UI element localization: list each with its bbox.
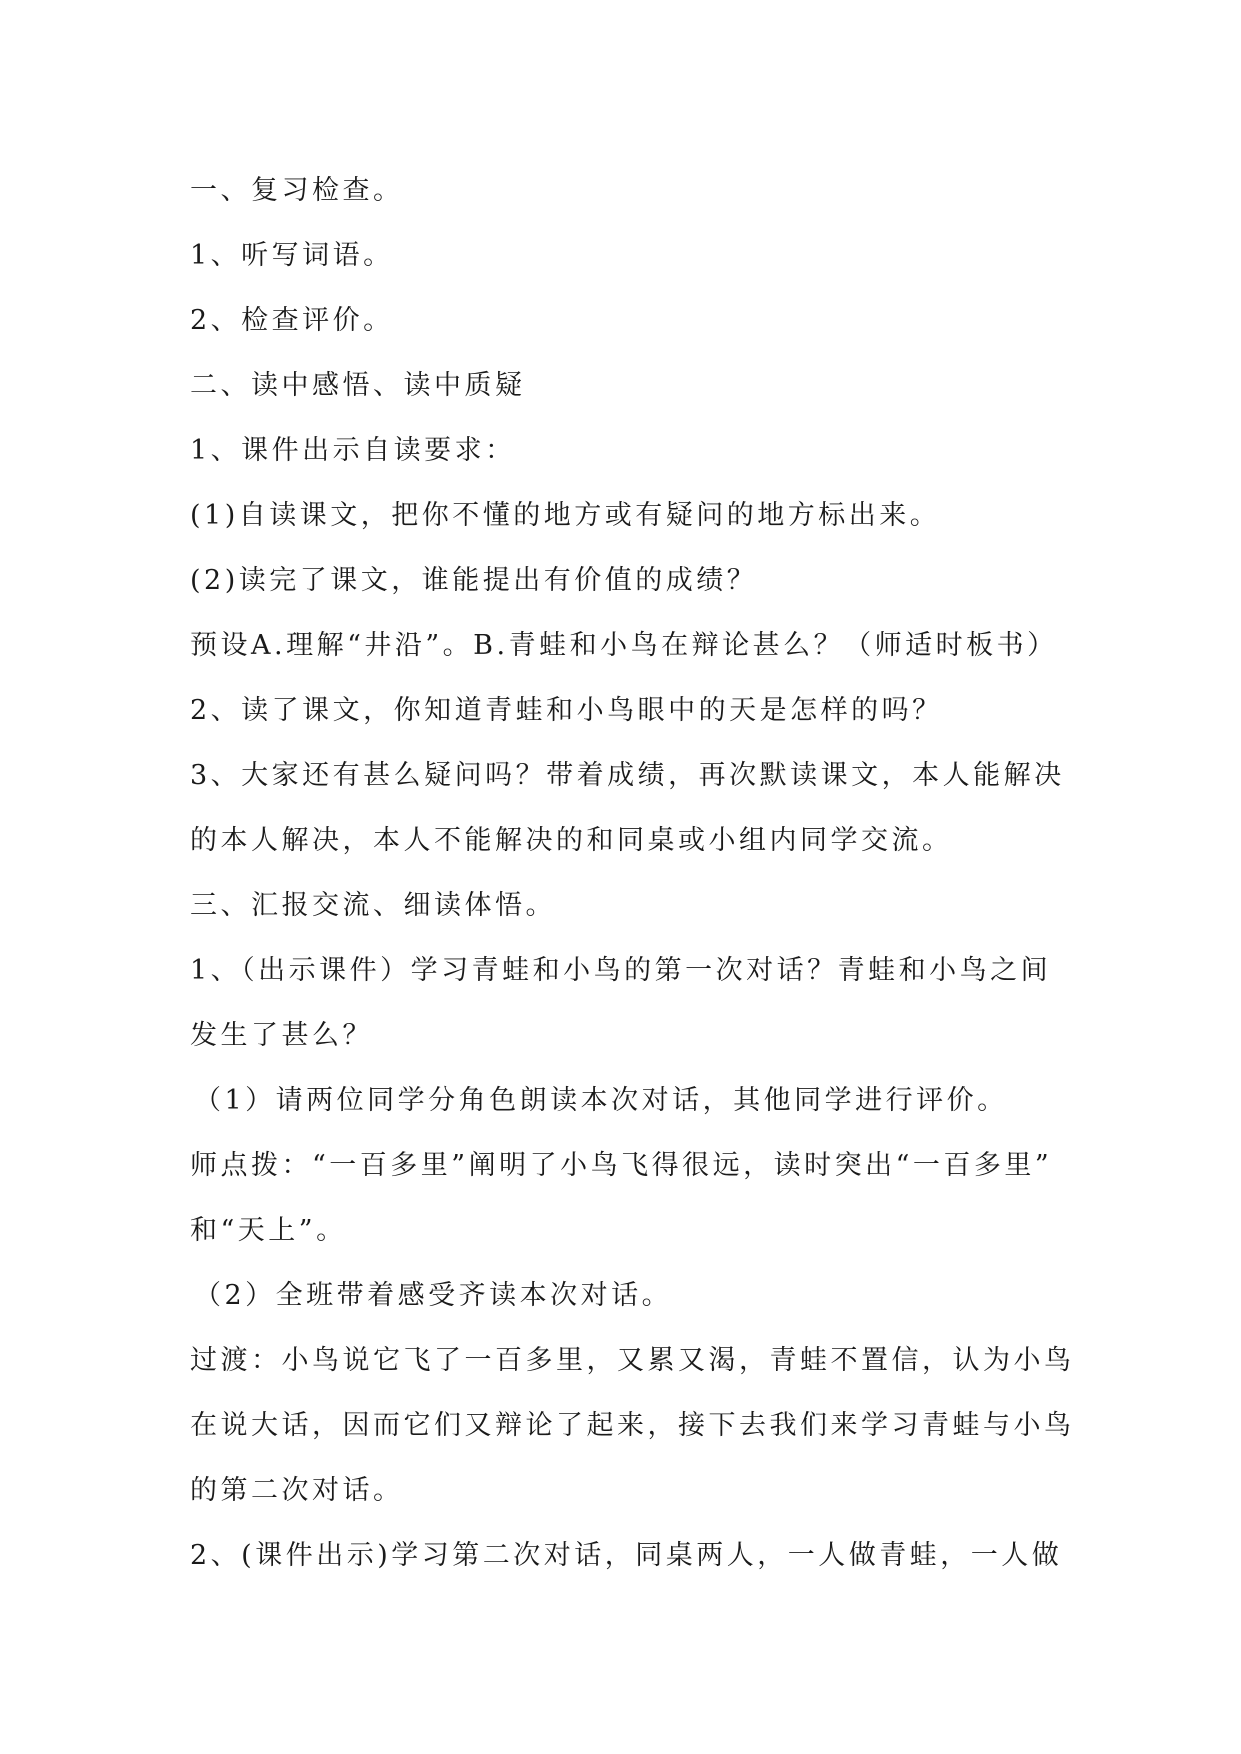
list-item: 2、(课件出示)学习第二次对话，同桌两人，一人做青蛙，一人做 — [190, 1540, 1063, 1571]
paragraph-line: 在说大话，因而它们又辩论了起来，接下去我们来学习青蛙与小鸟 — [190, 1410, 1075, 1441]
list-item: 2、检查评价。 — [190, 305, 394, 336]
paragraph-line: 的本人解决，本人不能解决的和同桌或小组内同学交流。 — [190, 825, 953, 856]
paragraph-line: 师点拨：“一百多里”阐明了小鸟飞得很远，读时突出“一百多里” — [190, 1150, 1053, 1181]
paragraph-line: 和“天上”。 — [190, 1215, 347, 1246]
paragraph-line: 的第二次对话。 — [190, 1475, 404, 1506]
list-item: 2、读了课文，你知道青蛙和小鸟眼中的天是怎样的吗？ — [190, 695, 943, 726]
sub-item: （2）全班带着感受齐读本次对话。 — [194, 1280, 673, 1311]
sub-item: （1）请两位同学分角色朗读本次对话，其他同学进行评价。 — [194, 1085, 1008, 1116]
sub-item: (2)读完了课文，谁能提出有价值的成绩？ — [190, 565, 758, 596]
list-item: 1、（出示课件）学习青蛙和小鸟的第一次对话？青蛙和小鸟之间 — [190, 955, 1052, 986]
section-heading-reading: 二、读中感悟、读中质疑 — [190, 370, 526, 401]
list-item: 1、课件出示自读要求： — [190, 435, 516, 466]
section-heading-review: 一、复习检查。 — [190, 175, 404, 206]
paragraph-line: 过渡：小鸟说它飞了一百多里，又累又渴，青蛙不置信，认为小鸟 — [190, 1345, 1075, 1376]
list-item: 3、大家还有甚么疑问吗？带着成绩，再次默读课文，本人能解决 — [190, 760, 1065, 791]
sub-item: (1)自读课文，把你不懂的地方或有疑问的地方标出来。 — [190, 500, 941, 531]
section-heading-report: 三、汇报交流、细读体悟。 — [190, 890, 556, 921]
document-body — [190, 158, 1075, 1588]
list-item: 1、听写词语。 — [190, 240, 394, 271]
paragraph-line: 预设A.理解“井沿”。B.青蛙和小鸟在辩论甚么？（师适时板书） — [190, 630, 1058, 661]
paragraph-line: 发生了甚么？ — [190, 1020, 373, 1051]
